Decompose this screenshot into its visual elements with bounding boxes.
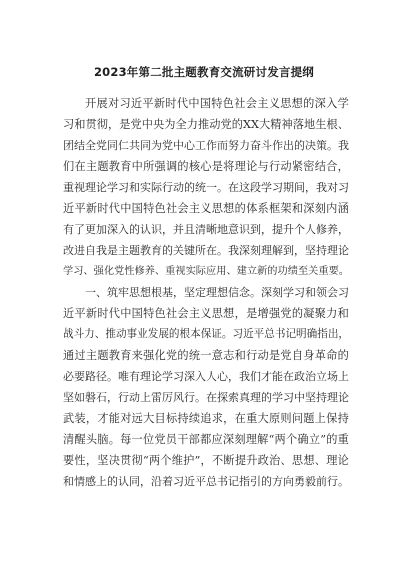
- document-body: [63, 93, 349, 492]
- paragraph-line: 开展对习近平新时代中国特色社会主义思想的深入学: [85, 97, 349, 110]
- paragraph-line: 坚如磐石，行动上雷厉风行。在探索真理的学习中坚持理论: [63, 391, 349, 404]
- paragraph-line: 学习、强化党性修养、重视实际应用、建立新的功绩至关重要。: [63, 266, 349, 277]
- paragraph-line: 清醒头脑。每一位党员干部都应深刻理解“两个确立”的重: [63, 433, 349, 446]
- paragraph-line: 们在主题教育中所强调的核心是将理论与行动紧密结合，: [63, 160, 349, 173]
- paragraph-line: 武装，才能对远大目标持续追求，在重大原则问题上保持: [63, 412, 349, 425]
- document-title: 2023年第二批主题教育交流研讨发言提纲: [93, 65, 314, 79]
- paragraph-line: 有了更加深入的认识，并且清晰地意识到，提升个人修养，: [63, 223, 349, 236]
- paragraph-line: 战斗力、推动事业发展的根本保证。习近平总书记明确指出，: [63, 328, 350, 340]
- paragraph-line: 和情感上的认同，沿着习近平总书记指引的方向勇毅前行。: [63, 475, 349, 488]
- section-heading-line: 一、筑牢思想根基，坚定理想信念。深刻学习和领会习: [85, 286, 349, 299]
- paragraph-line: 改进自我是主题教育的关键所在。我深刻理解到，坚持理论: [63, 244, 349, 257]
- paragraph-line: 近平新时代中国特色社会主义思想的体系框架和深刻内涵: [63, 202, 349, 215]
- paragraph-line: 习和贯彻，是党中央为全力推动党的XX大精神落地生根、: [63, 118, 349, 131]
- paragraph-line: 要性，坚决贯彻“两个维护”，不断提升政治、思想、理论: [63, 454, 349, 467]
- paragraph-line: 近平新时代中国特色社会主义思想，是增强党的凝聚力和: [63, 307, 349, 320]
- paragraph-line: 重视理论学习和实际行动的统一。在这段学习期间，我对习: [63, 181, 349, 194]
- paragraph-line: 团结全党同仁共同为党中心工作而努力奋斗作出的决策。我: [63, 139, 349, 152]
- paragraph-line: 必要路径。唯有理论学习深入人心，我们才能在政治立场上: [63, 370, 349, 383]
- paragraph-line: 通过主题教育来强化党的统一意志和行动是党自身革命的: [63, 349, 349, 362]
